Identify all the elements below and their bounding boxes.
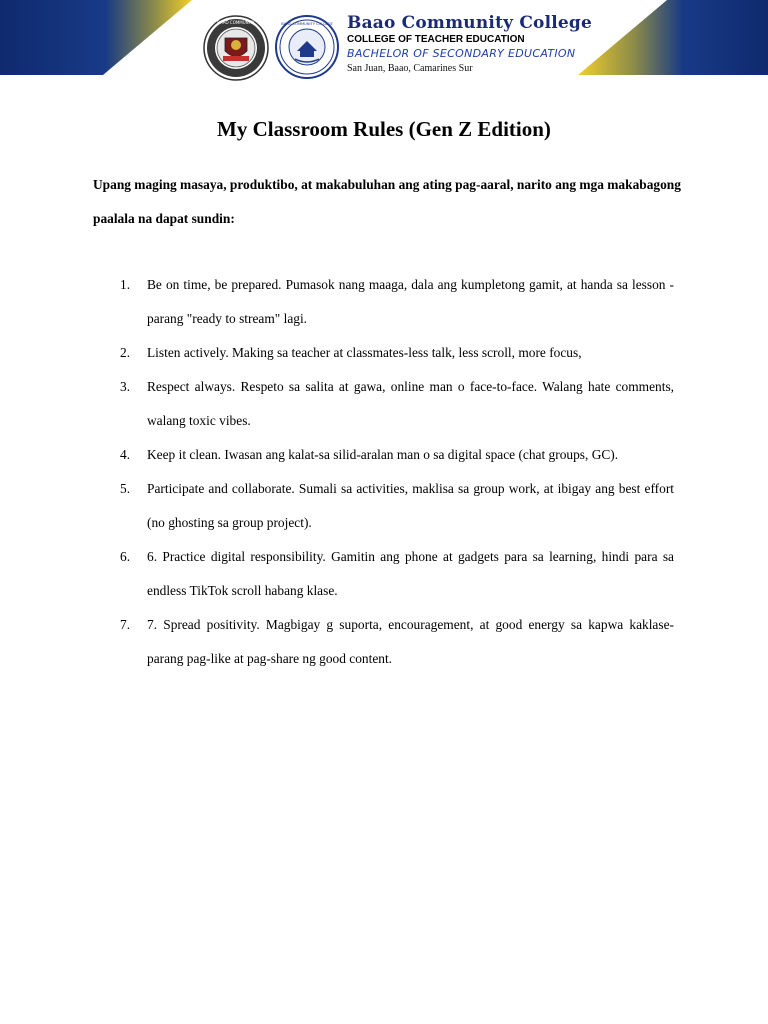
- svg-text:BAAO COMMUNITY COLLEGE: BAAO COMMUNITY COLLEGE: [281, 22, 333, 26]
- program-name: BACHELOR OF SECONDARY EDUCATION: [347, 47, 576, 60]
- rule-item: [0, 540, 768, 608]
- rule-text: Be on time, be prepared. Pumasok nang maaga, dala ang kumpletong gamit, at handa sa lesson - parang "ready to stream" lagi.: [147, 277, 674, 326]
- rule-text: Listen actively. Making sa teacher at classmates-less talk, less scroll, more focus,: [147, 345, 582, 360]
- rule-item: [0, 472, 768, 540]
- corner-banner-right: [578, 0, 768, 75]
- rule-text: 6. Practice digital responsibility. Gamitin ang phone at gadgets para sa learning, hindi para sa endless TikTok scroll habang klase.: [147, 549, 674, 598]
- rule-text: 7. Spread positivity. Magbigay g suporta, encouragement, at good energy sa kapwa kaklase-parang pag-like at pag-share ng good content.: [147, 617, 674, 666]
- rule-text: Keep it clean. Iwasan ang kalat-sa silid-aralan man o sa digital space (chat groups, GC).: [147, 447, 619, 462]
- rule-number: 3.: [120, 379, 131, 394]
- college-seal-logo: [203, 15, 269, 81]
- rule-item: [0, 268, 768, 336]
- school-address: San Juan, Baao, Camarines Sur: [347, 63, 473, 74]
- rule-item: [0, 336, 768, 370]
- rule-number: 4.: [120, 447, 131, 462]
- corner-banner-left: [0, 0, 192, 75]
- intro-paragraph: Upang maging masaya, produktibo, at makabuluhan ang ating pag-aaral, narito ang mga makabagong paalala na dapat sundin:: [93, 177, 681, 226]
- rule-text: Participate and collaborate. Sumali sa activities, maklisa sa group work, at ibigay ang best effort (no ghosting sa group project).: [147, 481, 674, 530]
- svg-text:BAAO COMMUNITY: BAAO COMMUNITY: [217, 20, 255, 25]
- bsed-seal-logo: [275, 15, 339, 79]
- rule-item: [0, 370, 768, 438]
- rule-number: 2.: [120, 345, 131, 360]
- rule-number: 5.: [120, 481, 131, 496]
- rule-item: [0, 438, 768, 472]
- rule-number: 6.: [120, 549, 131, 564]
- rule-text: Respect always. Respeto sa salita at gawa, online man o face-to-face. Walang hate comments, walang toxic vibes.: [147, 379, 674, 428]
- rules-list: [0, 268, 768, 676]
- college-name: COLLEGE OF TEACHER EDUCATION: [347, 34, 525, 45]
- letterhead: [0, 0, 768, 100]
- rule-number: 7.: [120, 617, 131, 632]
- rule-number: 1.: [120, 277, 131, 292]
- rule-item: [0, 608, 768, 676]
- document-title: My Classroom Rules (Gen Z Edition): [217, 117, 551, 141]
- school-name: Baao Community College: [347, 13, 593, 33]
